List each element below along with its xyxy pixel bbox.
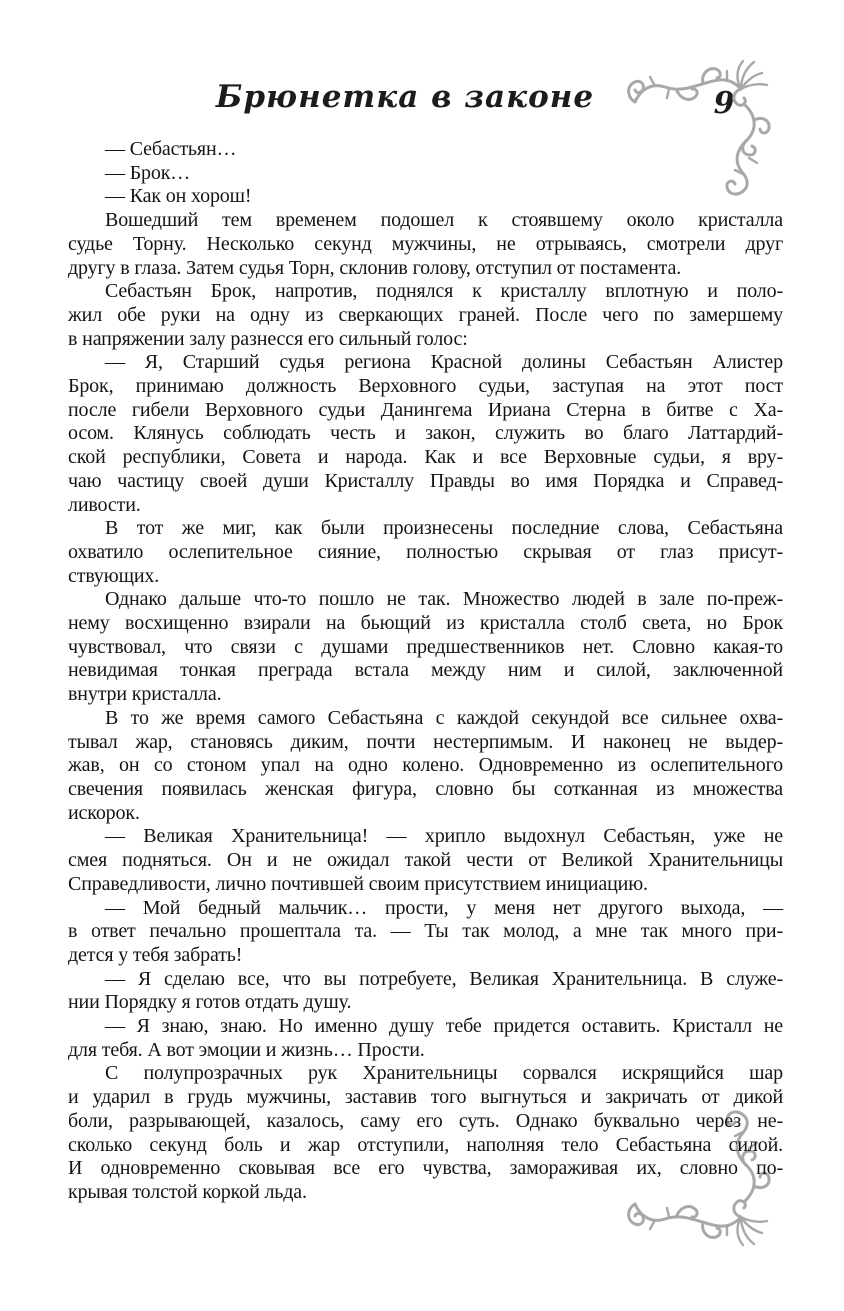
text-line: в напряжении залу разнесся его сильный голос: bbox=[68, 327, 468, 350]
text-line: ливости. bbox=[68, 493, 141, 516]
text-line: — Я сделаю все, что вы потребуете, Великая Хранительница. В служе- bbox=[105, 967, 783, 990]
text-line: и ударил в грудь мужчины, заставив того выгнуться и закричать от дикой bbox=[68, 1086, 783, 1109]
text-line: тывал жар, становясь диким, почти нестерпимым. И наконец не выдер- bbox=[68, 730, 783, 753]
text-line: внутри кристалла. bbox=[68, 683, 222, 706]
text-line: после гибели Верховного судьи Данингема Ириана Стерна в битве с Ха- bbox=[68, 398, 783, 421]
text-line: И одновременно сковывая все его чувства, замораживая их, словно по- bbox=[68, 1157, 783, 1180]
text-line: осом. Клянусь соблюдать честь и закон, служить во благо Латтардий- bbox=[68, 422, 783, 445]
text-line: — Как он хорош! bbox=[105, 185, 252, 208]
text-line: в ответ печально прошептала та. — Ты так молод, а мне так много при- bbox=[68, 920, 783, 943]
text-line: нии Порядку я готов отдать душу. bbox=[68, 991, 352, 1014]
text-line: — Я знаю, знаю. Но именно душу тебе придется оставить. Кристалл не bbox=[105, 1015, 783, 1038]
text-line: чаю частицу своей души Кристаллу Правды во имя Порядка и Справед- bbox=[68, 469, 783, 492]
text-line: — Брок… bbox=[105, 161, 191, 184]
text-line: для тебя. А вот эмоции и жизнь… Прости. bbox=[68, 1038, 425, 1061]
text-line: Справедливости, лично почтившей своим присутствием инициацию. bbox=[68, 872, 648, 895]
text-line: — Мой бедный мальчик… прости, у меня нет другого выхода, — bbox=[105, 896, 783, 919]
text-line: Себастьян Брок, напротив, поднялся к кристаллу вплотную и поло- bbox=[105, 280, 783, 303]
text-line: Вошедший тем временем подошел к стоявшему около кристалла bbox=[105, 209, 783, 232]
page-number: 9 bbox=[713, 86, 735, 121]
text-line: С полупрозрачных рук Хранительницы сорвался искрящийся шар bbox=[105, 1062, 783, 1085]
text-line: — Великая Хранительница! — хрипло выдохнул Себастьян, уже не bbox=[105, 825, 783, 848]
running-header-title: Брюнетка в законе bbox=[215, 79, 595, 115]
text-line: чувствовал, что связи с душами предшественников нет. Словно какая-то bbox=[68, 635, 783, 658]
text-line: сколько секунд боль и жар отступили, наполняя тело Себастьяна силой. bbox=[68, 1133, 783, 1156]
book-text bbox=[68, 138, 783, 1205]
text-line: искорок. bbox=[68, 801, 140, 824]
text-line: невидимая тонкая преграда встала между ним и силой, заключенной bbox=[68, 659, 783, 682]
text-line: ствующих. bbox=[68, 564, 160, 587]
text-line: свечения появилась женская фигура, словно бы сотканная из множества bbox=[68, 777, 783, 800]
text-line: жав, он со стоном упал на одно колено. Одновременно из ослепительного bbox=[68, 754, 783, 777]
text-line: ской республики, Совета и народа. Как и все Верховные судьи, я вру- bbox=[68, 446, 783, 469]
text-line: другу в глаза. Затем судья Торн, склонив голову, отступил от постамента. bbox=[68, 256, 682, 279]
text-line: Однако дальше что-то пошло не так. Множество людей в зале по-преж- bbox=[105, 588, 783, 611]
text-line: дется у тебя забрать! bbox=[68, 943, 243, 966]
text-line: крывая толстой коркой льда. bbox=[68, 1180, 307, 1203]
text-line: Брок, принимаю должность Верховного судьи, заступая на этот пост bbox=[68, 375, 783, 398]
text-line: — Я, Старший судья региона Красной долины Себастьян Алистер bbox=[105, 351, 783, 374]
text-line: охватило ослепительное сияние, полностью скрывая от глаз присут- bbox=[68, 540, 783, 563]
text-line: судье Торну. Несколько секунд мужчины, не отрываясь, смотрели друг bbox=[68, 232, 783, 255]
text-line: боли, разрывающей, казалось, саму его суть. Однако буквально через не- bbox=[68, 1109, 783, 1132]
text-line: жил обе руки на одну из сверкающих граней. После чего по замершему bbox=[68, 303, 783, 326]
text-line: В то же время самого Себастьяна с каждой секундой все сильнее охва- bbox=[105, 706, 783, 729]
text-line: — Себастьян… bbox=[105, 138, 237, 160]
text-line: нему восхищенно взирали на бьющий из кристалла столб света, но Брок bbox=[68, 612, 783, 635]
text-line: В тот же миг, как были произнесены последние слова, Себастьяна bbox=[105, 517, 783, 540]
text-line: смея подняться. Он и не ожидал такой чести от Великой Хранительницы bbox=[68, 849, 783, 872]
